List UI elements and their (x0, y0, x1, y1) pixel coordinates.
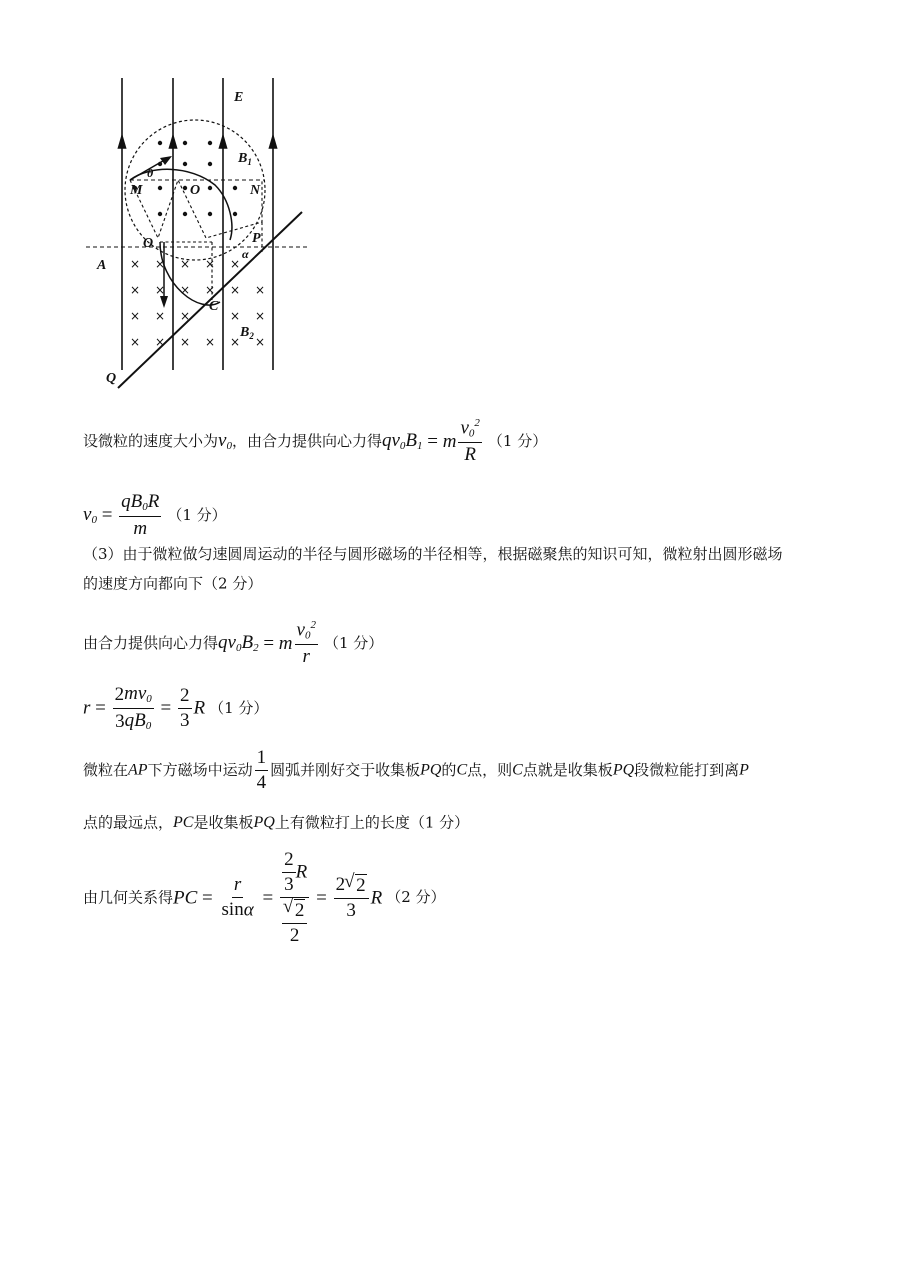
svg-text:×: × (129, 283, 141, 297)
svg-text:×: × (179, 309, 191, 323)
svg-text:×: × (254, 283, 266, 297)
arc-description-line-2: 点的最远点，PC是收集板PQ上有微粒打上的长度（1 分） (83, 813, 470, 832)
equation-line-force: 由合力提供向心力得$qv_0B_2 = m$ $\frac{v_0^2}{r}$ （1 分） (83, 619, 384, 667)
svg-text:×: × (154, 335, 166, 349)
svg-text:×: × (129, 257, 141, 271)
label-a: A (97, 258, 107, 273)
arc-description-line-1: 微粒在AP下方磁场中运动 $\frac{1}{4}$ 圆弧并刚好交于收集板PQ的C点，则C点就是收集板PQ段微粒能打到离P (83, 747, 749, 793)
label-p: P (252, 231, 261, 246)
svg-text:×: × (254, 335, 266, 349)
label-q: Q (106, 371, 117, 386)
label-m: M (130, 183, 143, 198)
svg-text:×: × (129, 309, 141, 323)
label-n: N (250, 183, 261, 198)
equation-line-geometry: 由几何关系得PC = $\frac{r}{\sin\alpha}$ = $\frac{2}{3}$ R √ $\frac{2}{2}$ = $\frac{2√ 2}{3}$ R （2 分） (83, 850, 446, 946)
svg-text:×: × (254, 309, 266, 323)
svg-text:×: × (204, 283, 216, 297)
label-o-prime: O (143, 236, 154, 251)
equation-line-2: $v_0$ = $\frac{qB_0R}{m}$ （1 分） (83, 491, 227, 539)
equation-line-1: 设微粒的速度大小为$v_0$，由合力提供向心力得$qv_0B_1 = m$ $\frac{v_0^2}{R}$ （1 分） (83, 417, 548, 465)
svg-text:×: × (154, 257, 166, 271)
paragraph-3-line-2: 的速度方向都向下（2 分） (83, 574, 263, 593)
equation-line-r: r = $\frac{2mv_0}{3qB_0}$ = $\frac{2}{3}$ R （1 分） (83, 683, 269, 732)
label-alpha: α (242, 247, 249, 261)
field-diagram (80, 70, 320, 400)
svg-text:×: × (179, 257, 191, 271)
svg-text:×: × (129, 335, 141, 349)
label-e: E (234, 90, 244, 105)
paragraph-3-line-1: （3）由于微粒做匀速圆周运动的半径与圆形磁场的半径相等，根据磁聚焦的知识可知，微粒射出圆形磁场 (83, 545, 783, 563)
svg-text:×: × (204, 257, 216, 271)
label-c: C (209, 299, 219, 314)
svg-text:×: × (229, 257, 241, 271)
svg-text:×: × (229, 283, 241, 297)
label-theta: θ (147, 166, 154, 180)
svg-text:×: × (229, 309, 241, 323)
label-b1: $B_1$ (238, 151, 252, 167)
label-b2: $B_2$ (240, 325, 254, 341)
label-o: O (190, 183, 201, 198)
svg-text:×: × (154, 283, 166, 297)
svg-text:×: × (179, 283, 191, 297)
fraction: $\frac{v_0^2}{R}$ (460, 417, 480, 465)
svg-text:×: × (154, 309, 166, 323)
svg-text:×: × (179, 335, 191, 349)
svg-text:×: × (229, 335, 241, 349)
svg-text:×: × (204, 335, 216, 349)
